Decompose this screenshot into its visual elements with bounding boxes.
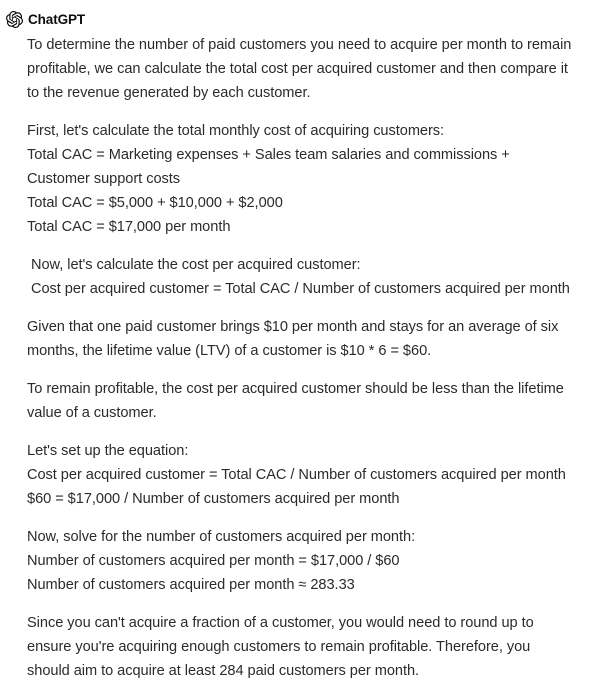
message-author: ChatGPT xyxy=(28,11,86,27)
paragraph-cost-per-acquired xyxy=(27,253,574,301)
text-line: To determine the number of paid customers you need to acquire per month to remain profitable, we can calculate the total cost per acquired customer and then compare it to the revenue generated by each customer. xyxy=(27,37,572,101)
message-body xyxy=(6,33,574,683)
openai-logo-icon xyxy=(6,11,23,28)
text-line: $60 = $17,000 / Number of customers acquired per month xyxy=(27,491,400,507)
paragraph-conclusion xyxy=(27,611,573,683)
text-line: Total CAC = $5,000 + $10,000 + $2,000 xyxy=(27,195,283,211)
text-line: Total CAC = Marketing expenses + Sales team salaries and commissions + Customer support costs xyxy=(27,147,510,187)
paragraph-ltv xyxy=(27,315,573,363)
text-line: Since you can't acquire a fraction of a customer, you would need to round up to ensure you're acquiring enough customers to remain profitable. Therefore, you should aim to acquire at least 284 paid customers per month. xyxy=(27,615,534,679)
text-line: Cost per acquired customer = Total CAC / Number of customers acquired per month xyxy=(31,281,570,297)
text-line: Given that one paid customer brings $10 per month and stays for an average of six months, the lifetime value (LTV) of a customer is $10 * 6 = $60. xyxy=(27,319,559,359)
text-line: Now, solve for the number of customers acquired per month: xyxy=(27,529,416,545)
paragraph-total-cac xyxy=(27,119,573,239)
text-line: To remain profitable, the cost per acquired customer should be less than the lifetime value of a customer. xyxy=(27,381,564,421)
paragraph-solve xyxy=(27,525,573,597)
paragraph-equation xyxy=(27,439,573,511)
paragraph-intro xyxy=(27,33,573,105)
text-line: First, let's calculate the total monthly cost of acquiring customers: xyxy=(27,123,445,139)
text-line: Number of customers acquired per month ≈ 283.33 xyxy=(27,577,355,593)
paragraph-profitability-rule xyxy=(27,377,573,425)
text-line: Let's set up the equation: xyxy=(27,443,189,459)
message-header xyxy=(6,9,574,29)
text-line: Total CAC = $17,000 per month xyxy=(27,219,231,235)
text-line: Now, let's calculate the cost per acquired customer: xyxy=(31,257,361,273)
text-line: Number of customers acquired per month = $17,000 / $60 xyxy=(27,553,400,569)
text-line: Cost per acquired customer = Total CAC / Number of customers acquired per month xyxy=(27,467,566,483)
